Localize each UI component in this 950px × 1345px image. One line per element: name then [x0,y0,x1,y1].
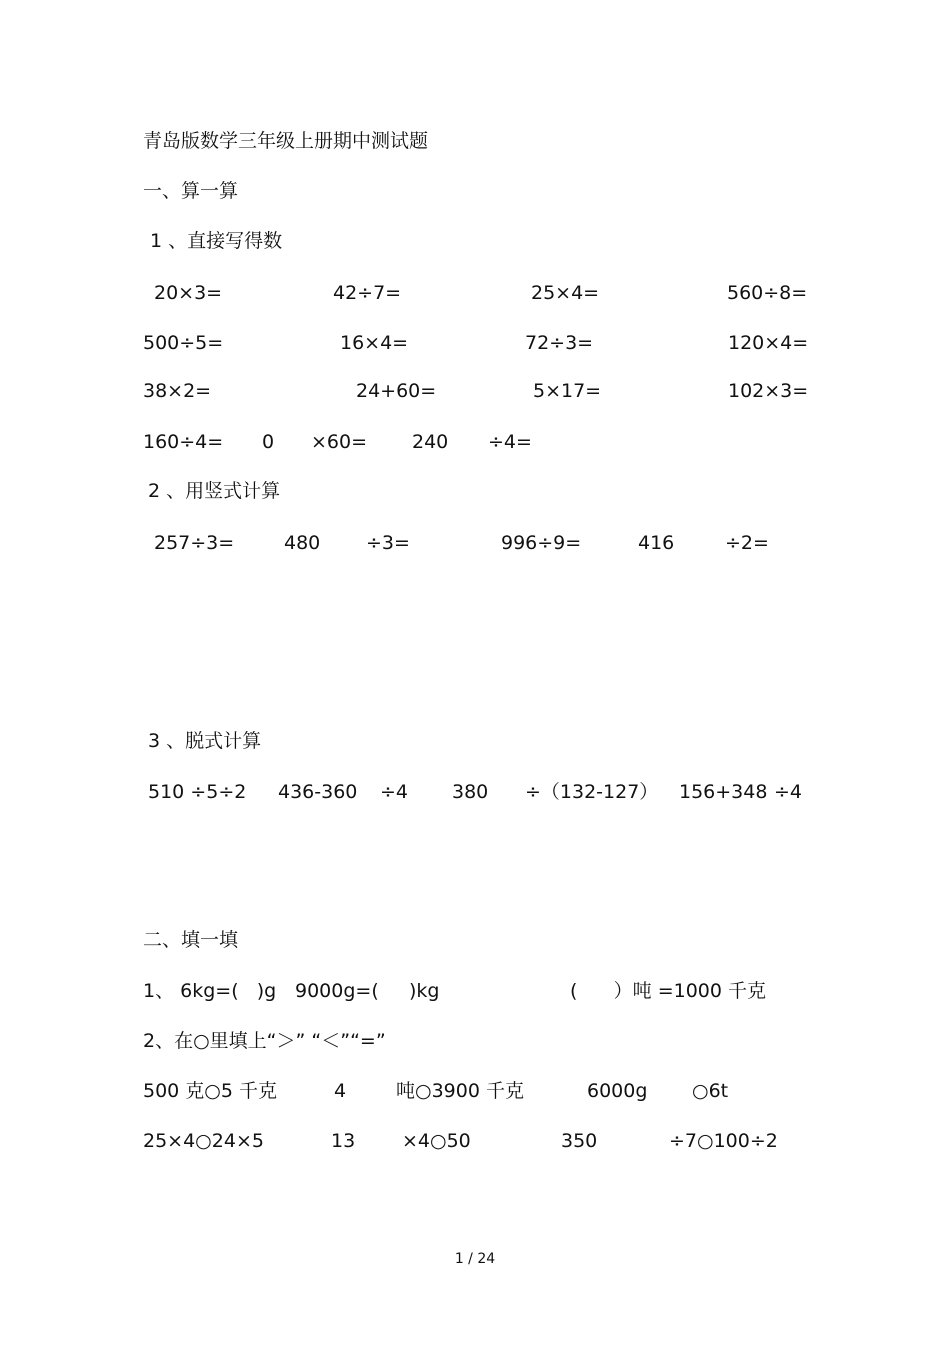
compare-instruction: 2、在○里填上“＞” “＜”“=” [143,1030,386,1052]
problem: 0 [262,431,275,453]
fill-question: 9000g=( )kg [295,980,440,1002]
problem: 102×3= [728,380,809,402]
compare-item: 13 [331,1130,356,1152]
compare-item: ○6t [692,1080,729,1102]
problem: 240 [412,431,449,453]
fill-question: 1、 6kg=( )g [143,980,277,1002]
problem: ÷2= [725,532,769,554]
problem: 257÷3= [154,532,235,554]
problem: 16×4= [340,332,409,354]
problem: 72÷3= [525,332,594,354]
compare-item: ×4○50 [402,1130,471,1152]
compare-item: ÷7○100÷2 [669,1130,778,1152]
problem: 38×2= [143,380,212,402]
part2-heading: 2 、用竖式计算 [148,480,281,502]
problem: 436-360 [278,781,358,803]
section1-heading: 一、算一算 [143,180,239,202]
problem: 42÷7= [333,282,402,304]
page-number: 1 / 24 [454,1251,496,1267]
problem: ÷4= [488,431,532,453]
part3-heading: 3 、脱式计算 [148,730,262,752]
part1-heading: 1 、直接写得数 [150,230,283,252]
page-title: 青岛版数学三年级上册期中测试题 [143,130,429,152]
problem: ÷4 [380,781,409,803]
problem: 560÷8= [727,282,808,304]
compare-item: 吨○3900 千克 [396,1080,524,1102]
compare-item: 25×4○24×5 [143,1130,264,1152]
problem: ÷3= [366,532,410,554]
problem: 24+60= [356,380,437,402]
compare-item: 4 [334,1080,347,1102]
problem: ÷（132-127） [525,781,659,803]
problem: 25×4= [531,282,600,304]
problem: ÷4 [774,781,803,803]
compare-item: 500 克○5 千克 [143,1080,278,1102]
problem: 480 [284,532,321,554]
problem: 416 [638,532,675,554]
problem: 510 ÷5÷2 [148,781,247,803]
compare-item: 6000g [587,1080,648,1102]
section2-heading: 二、填一填 [143,929,239,951]
problem: 160÷4= [143,431,224,453]
problem: 156+348 [679,781,768,803]
compare-item: 350 [561,1130,598,1152]
problem: 20×3= [154,282,223,304]
fill-question: ( ）吨 =1000 千克 [570,980,767,1002]
problem: 380 [452,781,489,803]
problem: 5×17= [533,380,602,402]
problem: 120×4= [728,332,809,354]
problem: 500÷5= [143,332,224,354]
problem: 996÷9= [501,532,582,554]
problem: ×60= [311,431,368,453]
